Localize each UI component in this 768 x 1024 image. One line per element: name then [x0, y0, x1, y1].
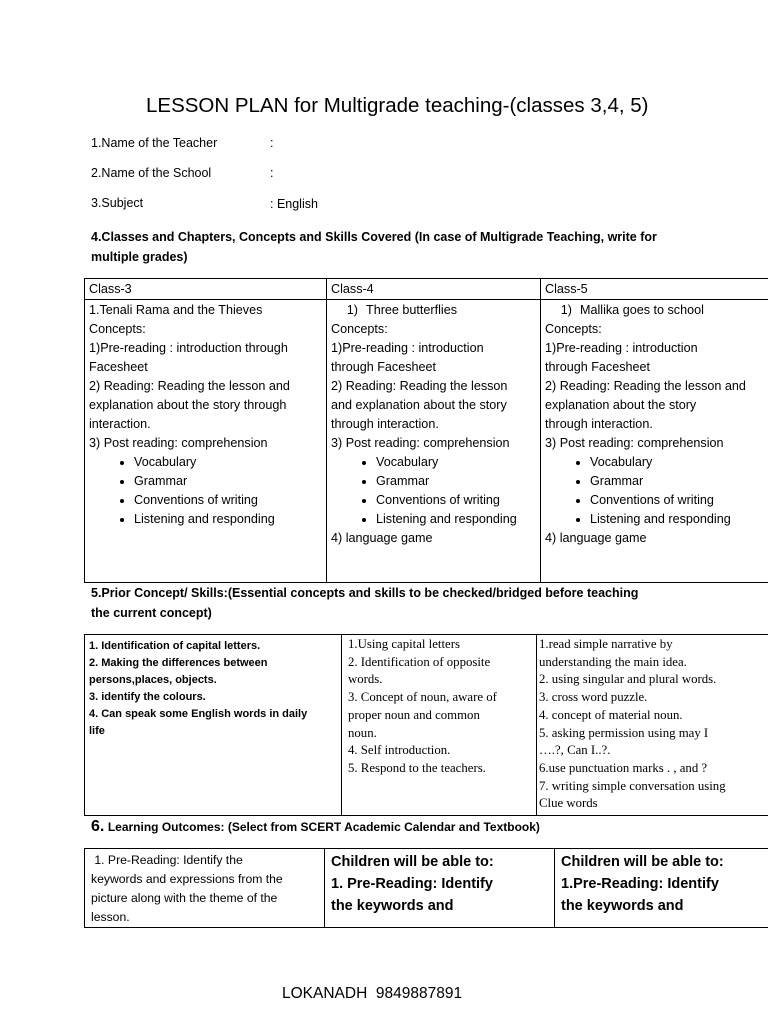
list-item: Clue words [539, 796, 598, 811]
list-item: proper noun and common [348, 707, 480, 722]
learning-outcomes-table [84, 848, 768, 928]
class5-skills-list [545, 453, 768, 529]
list-item: 7. writing simple conversation using [539, 778, 726, 793]
list-item: 5. asking permission using may I [539, 725, 709, 740]
section6-heading: 6. Learning Outcomes: (Select from SCERT Academic Calendar and Textbook) [91, 818, 540, 835]
list-item: • Grammar [134, 472, 322, 491]
class5-concepts-cell: 1) Mallika goes to school Concepts: 1)Pre-reading : introduction through Facesheet 2) Reading: Reading the lesson and explanation about the story through interaction. 3) Post reading: comprehension • Vocabulary • Grammar • Conventions of writing • Listening and responding 4) language game [541, 300, 768, 583]
teacher-name-value: : [270, 136, 274, 150]
list-item: • Conventions of writing [134, 491, 322, 510]
list-item: • Vocabulary [376, 453, 536, 472]
class4-learning-outcomes: Children will be able to: 1. Pre-Reading: Identify the keywords and [325, 849, 555, 928]
class4-prior-skills [342, 635, 537, 816]
list-item: • Grammar [590, 472, 768, 491]
section4-heading: 4.Classes and Chapters, Concepts and Skills Covered (In case of Multigrade Teaching, write for multiple grades) [91, 230, 657, 264]
class4-concepts-cell: 1) Three butterflies Concepts: 1)Pre-reading : introduction through Facesheet 2) Reading: Reading the lesson and explanation about the story through interaction. 3) Post reading: comprehension • Vocabulary • Grammar • Conventions of writing • Listening and responding 4) language game [327, 300, 541, 583]
class4-skills-list [331, 453, 536, 529]
list-item: 2. using singular and plural words. [539, 672, 717, 687]
school-name-value: : [270, 166, 274, 180]
subject-label: 3.Subject [91, 196, 144, 210]
class5-chapter: 1) Mallika goes to school [560, 303, 704, 317]
page-title: LESSON PLAN for Multigrade teaching-(classes 3,4, 5) [146, 94, 649, 117]
list-item: 4. Can speak some English words in daily [89, 708, 308, 720]
list-item: • Listening and responding [590, 510, 768, 529]
list-item: 1. Identification of capital letters. [89, 640, 261, 652]
school-name-label: 2.Name of the School [91, 166, 212, 180]
prior-concepts-table [84, 634, 768, 816]
list-item: • Conventions of writing [376, 491, 536, 510]
subject-value: : English [270, 197, 318, 211]
section5-heading: 5.Prior Concept/ Skills:(Essential concepts and skills to be checked/bridged before teaching the current concept) [91, 586, 639, 620]
list-item: • Grammar [376, 472, 536, 491]
list-item: 1.read simple narrative by [539, 637, 673, 651]
list-item: life [89, 725, 105, 737]
list-item: • Vocabulary [590, 453, 768, 472]
list-item: 3. identify the colours. [89, 691, 206, 703]
class3-skills-list [89, 453, 322, 529]
class3-prior-skills [85, 635, 342, 816]
class3-concepts-cell: 1.Tenali Rama and the Thieves Concepts: 1)Pre-reading : introduction through Facesheet 2) Reading: Reading the lesson and explanation about the story through interaction. 3) Post reading: comprehension • Vocabulary • Grammar • Conventions of writing • Listening and responding [85, 300, 327, 583]
class5-prior-skills [537, 635, 768, 816]
list-item: 1.Using capital letters [348, 637, 460, 651]
list-item: 3. Concept of noun, aware of [348, 690, 497, 705]
list-item: 2. Making the differences between [89, 657, 268, 669]
class5-learning-outcomes: Children will be able to: 1.Pre-Reading: Identify the keywords and [555, 849, 768, 928]
list-item: 5. Respond to the teachers. [348, 760, 486, 775]
list-item: 6.use punctuation marks . , and ? [539, 760, 708, 775]
list-item: ….?, Can I..?. [539, 743, 611, 758]
class4-header: Class-4 [327, 279, 541, 300]
class5-header: Class-5 [541, 279, 768, 300]
teacher-name-label: 1.Name of the Teacher [91, 136, 218, 150]
class4-chapter: 1) Three butterflies [346, 303, 457, 317]
list-item: • Listening and responding [376, 510, 536, 529]
classes-concepts-table [84, 278, 768, 583]
list-item: persons,places, objects. [89, 674, 217, 686]
class4-language-game: 4) language game [331, 531, 433, 545]
list-item: • Listening and responding [134, 510, 322, 529]
class5-language-game: 4) language game [545, 531, 647, 545]
list-item: • Conventions of writing [590, 491, 768, 510]
list-item: 4. Self introduction. [348, 743, 451, 758]
list-item: words. [348, 672, 383, 687]
class3-header: Class-3 [85, 279, 327, 300]
list-item: • Vocabulary [134, 453, 322, 472]
list-item: 4. concept of material noun. [539, 707, 683, 722]
list-item: 2. Identification of opposite [348, 654, 491, 669]
class3-chapter: 1.Tenali Rama and the Thieves [89, 303, 263, 317]
list-item: noun. [348, 725, 377, 740]
list-item: 3. cross word puzzle. [539, 690, 648, 705]
footer-author: LOKANADH 9849887891 [282, 985, 463, 1002]
list-item: understanding the main idea. [539, 654, 687, 669]
class3-learning-outcomes: 1. Pre-Reading: Identify the keywords and expressions from the picture along with the theme of the lesson. [85, 849, 325, 928]
